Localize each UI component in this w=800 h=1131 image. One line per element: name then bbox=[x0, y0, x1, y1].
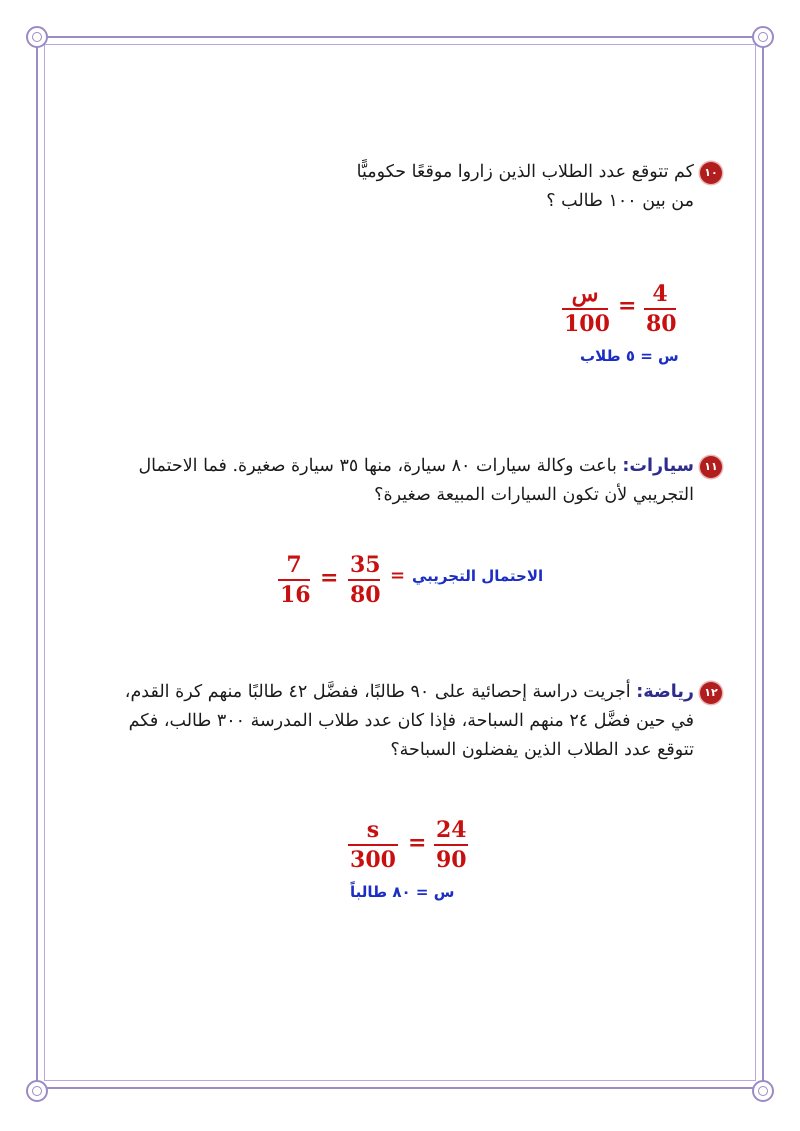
question-number-badge: ١١ bbox=[700, 456, 722, 478]
fraction-numerator: س bbox=[571, 281, 599, 307]
equals-sign: = bbox=[618, 293, 637, 319]
fraction-bar bbox=[278, 579, 310, 581]
fraction-denominator: 80 bbox=[350, 582, 381, 608]
fraction-known bbox=[644, 281, 676, 337]
fraction-denominator: 100 bbox=[564, 311, 610, 337]
fraction-bar bbox=[562, 308, 608, 310]
corner-ornament-bottom-right bbox=[752, 1080, 774, 1102]
corner-ornament-bottom-left bbox=[26, 1080, 48, 1102]
question-10 bbox=[82, 158, 722, 216]
fraction-known bbox=[434, 817, 468, 873]
question-text-line-1: كم تتوقع عدد الطلاب الذين زاروا موقعًا حكوميًّا bbox=[356, 162, 694, 182]
question-12 bbox=[82, 678, 722, 765]
fraction-numerator: 35 bbox=[350, 552, 381, 578]
fraction-denominator: 90 bbox=[436, 847, 467, 873]
question-number-badge: ١٢ bbox=[700, 682, 722, 704]
corner-ornament-top-left bbox=[26, 26, 48, 48]
fraction-numerator: 4 bbox=[652, 281, 668, 307]
equals-sign: = bbox=[320, 565, 339, 591]
fraction-numerator: s bbox=[366, 817, 380, 843]
corner-ornament-top-right bbox=[752, 26, 774, 48]
fraction-bar bbox=[434, 844, 468, 846]
fraction-simplified bbox=[278, 552, 310, 608]
question-text-line-3: تتوقع عدد الطلاب الذين يفضلون السباحة؟ bbox=[390, 740, 694, 760]
question-text-line-1: أجريت دراسة إحصائية على ٩٠ طالبًا، ففضَّل ٤٢ طالبًا منهم كرة القدم، bbox=[124, 682, 631, 702]
fraction-denominator: 16 bbox=[280, 582, 311, 608]
question-label: سيارات: bbox=[622, 456, 694, 476]
equals-sign: = bbox=[390, 565, 406, 586]
question-text-line-2: في حين فضَّل ٢٤ منهم السباحة، فإذا كان عدد طلاب المدرسة ٣٠٠ طالب، فكم bbox=[128, 711, 694, 731]
question-11 bbox=[102, 452, 722, 510]
fraction-numerator: 24 bbox=[436, 817, 467, 843]
equals-sign: = bbox=[408, 830, 427, 856]
answer-text: س = ٨٠ طالباً bbox=[350, 883, 455, 901]
fraction-denominator: 80 bbox=[646, 311, 677, 337]
fraction-numerator: 7 bbox=[286, 552, 302, 578]
fraction-bar bbox=[348, 579, 380, 581]
fraction-bar bbox=[348, 844, 398, 846]
fraction-unknown bbox=[562, 281, 608, 337]
fraction-denominator: 300 bbox=[350, 847, 396, 873]
question-text-line-1: باعت وكالة سيارات ٨٠ سيارة، منها ٣٥ سيارة صغيرة. فما الاحتمال bbox=[138, 456, 617, 476]
fraction-unknown bbox=[348, 817, 398, 873]
fraction-original bbox=[348, 552, 380, 608]
question-text-line-2: من بين ١٠٠ طالب ؟ bbox=[546, 191, 694, 211]
question-number-badge: ١٠ bbox=[700, 162, 722, 184]
question-label: رياضة: bbox=[636, 682, 694, 702]
question-text-line-2: التجريبي لأن تكون السيارات المبيعة صغيرة؟ bbox=[374, 485, 694, 505]
probability-label: الاحتمال التجريبي bbox=[412, 567, 544, 585]
answer-text: س = ٥ طلاب bbox=[580, 347, 679, 365]
fraction-bar bbox=[644, 308, 676, 310]
